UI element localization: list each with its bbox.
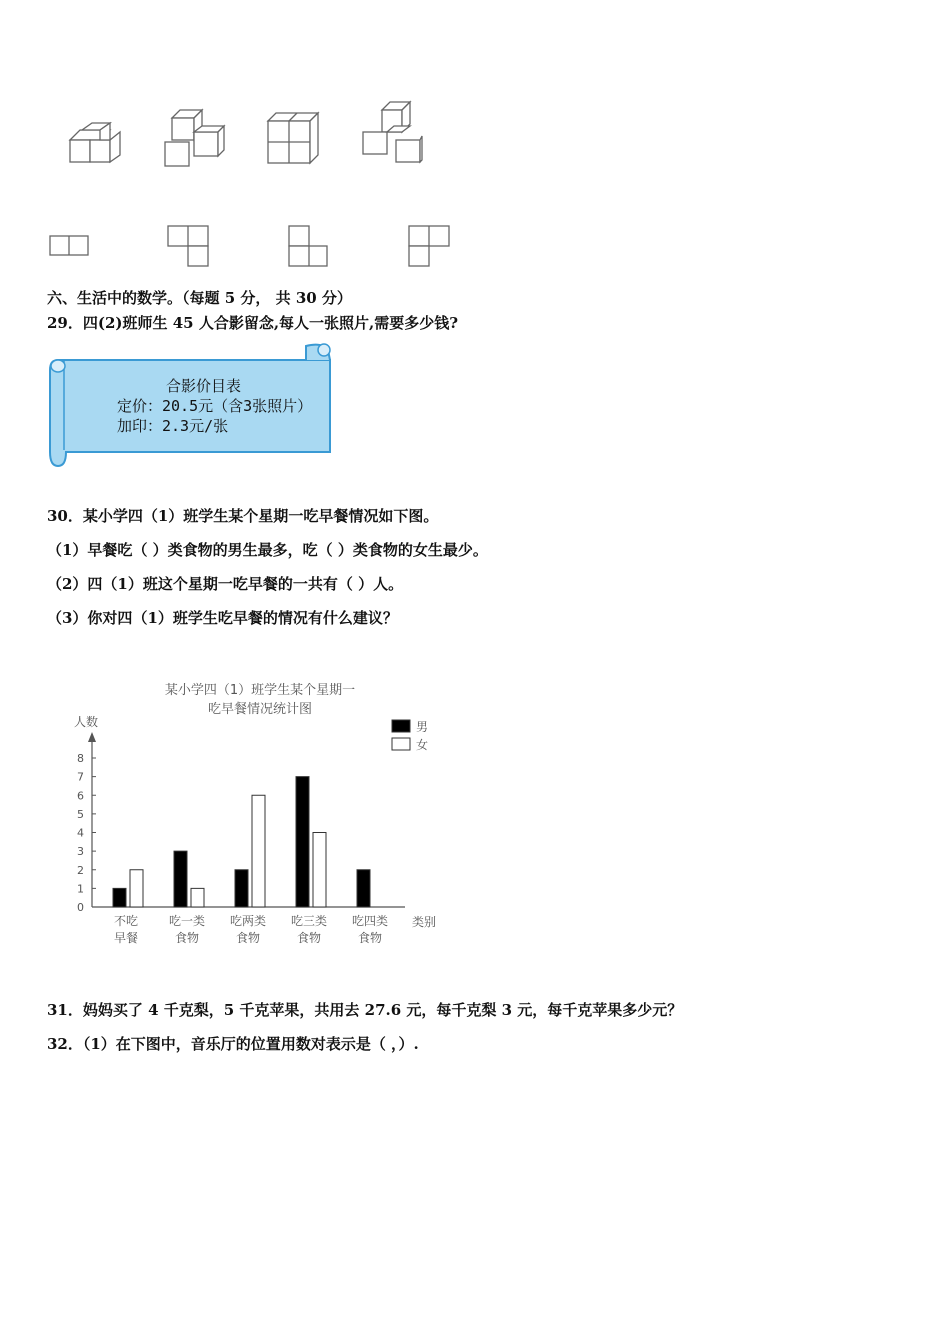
view-figure-3 [289,226,327,266]
chart-title: 某小学四（1）班学生某个星期一 [164,683,356,698]
category-label: 吃两类 [229,914,267,928]
question-31: 31．妈妈买了 4 千克梨，5 千克苹果，共用去 27.6 元，每千克梨 3 元，每千克苹果多少元？ [47,1001,683,1019]
bar-男-0 [113,888,126,907]
bar-女-3 [313,833,326,908]
y-tick-label: 7 [77,770,84,784]
bar-女-1 [191,888,204,907]
legend-label-0: 男 [416,720,429,734]
question-30-part-2: （2）四（1）班这个星期一吃早餐的一共有（ ）人。 [47,575,404,593]
bar-男-1 [174,851,187,907]
question-30-part-1: （1）早餐吃（ ）类食物的男生最多，吃（ ）类食物的女生最少。 [47,541,488,559]
y-tick-label: 8 [77,752,84,765]
bar-男-2 [235,870,248,907]
y-tick-label: 4 [77,826,84,840]
breakfast-bar-chart [60,670,460,960]
y-axis-label: 人数 [74,715,99,729]
category-label-line2: 食物 [296,931,322,945]
category-label-line2: 食物 [235,931,261,945]
category-label: 吃一类 [168,914,206,928]
cube-figures [0,0,950,280]
category-label-line2: 食物 [357,931,383,945]
bar-男-4 [357,870,370,907]
category-label: 吃四类 [351,914,389,928]
solid-figure-2 [165,110,224,166]
bar-女-2 [252,795,265,907]
x-axis-label: 类别 [412,915,437,929]
price-card-line2: 加印：2.3元/张 [117,417,229,435]
view-figure-4 [409,226,449,266]
y-tick-label: 1 [77,882,84,896]
bar-女-0 [130,870,143,907]
y-tick-label: 6 [77,789,84,803]
price-card-title: 合影价目表 [166,377,242,395]
y-tick-label: 0 [77,901,84,914]
y-tick-label: 5 [77,807,84,821]
view-figure-2 [168,226,208,266]
y-axis-arrow [88,732,96,742]
legend-label-1: 女 [416,738,429,752]
category-label-line2: 早餐 [113,931,139,945]
solid-figure-4 [363,102,422,162]
category-label: 吃三类 [290,914,328,928]
solid-figure-3 [268,113,318,163]
question-32: 32．（1）在下图中，音乐厅的位置用数对表示是（ ，）. [47,1035,419,1053]
bar-男-3 [296,777,309,907]
price-card-line1: 定价：20.5元（含3张照片） [117,397,313,415]
y-tick-label: 3 [77,845,84,859]
y-tick-label: 2 [77,863,84,877]
question-30-part-3: （3）你对四（1）班学生吃早餐的情况有什么建议？ [47,609,398,627]
legend-swatch-0 [392,720,410,732]
legend-swatch-1 [392,738,410,750]
category-label-line2: 食物 [174,931,200,945]
question-29: 29．四(2)班师生 45 人合影留念,每人一张照片,需要多少钱? [47,314,459,332]
question-30: 30．某小学四（1）班学生某个星期一吃早餐情况如下图。 [47,507,439,525]
solid-figure-1 [70,123,120,162]
section-heading: 六、生活中的数学。（每题 5 分， 共 30 分） [47,289,352,307]
category-label: 不吃 [113,914,139,928]
chart-subtitle: 吃早餐情况统计图 [207,702,313,717]
view-figure-1 [50,236,88,255]
